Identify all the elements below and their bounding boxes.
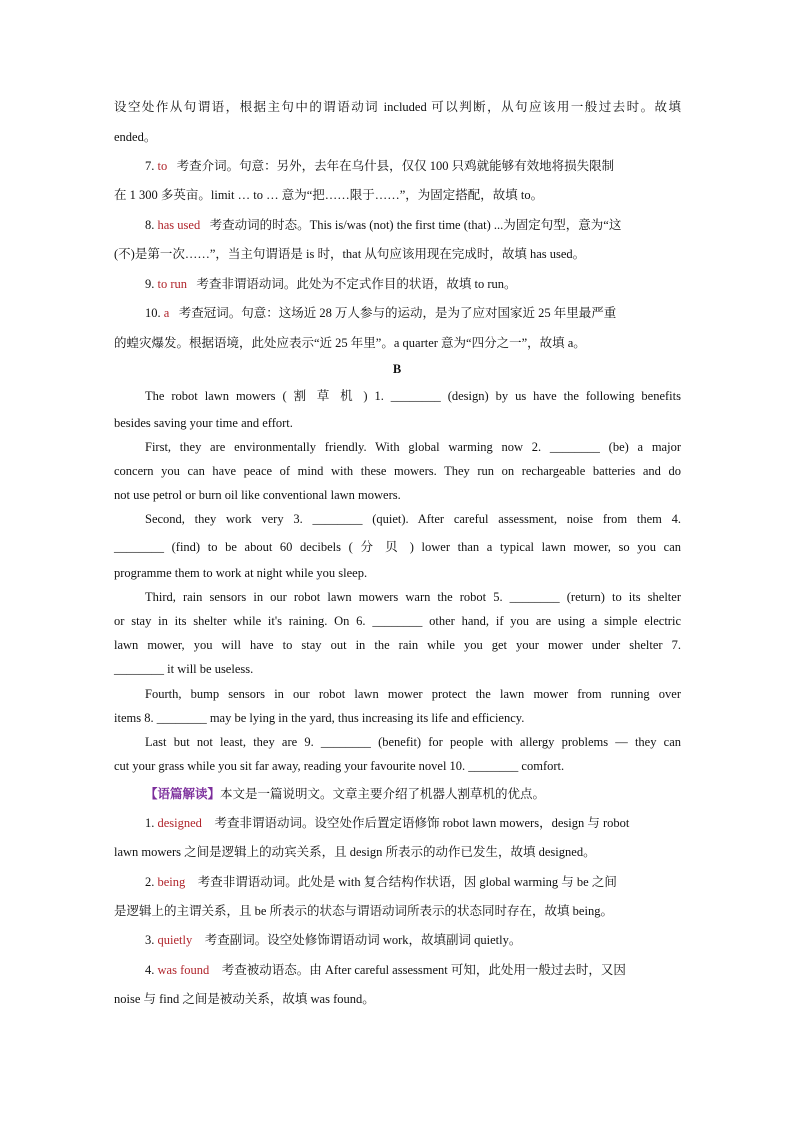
analysis-text: 本文是一篇说明文。文章主要介绍了机器人割草机的优点。 (220, 787, 546, 801)
answer-10-line1 (145, 307, 616, 320)
passage-line: not use petrol or burn oil like conventional lawn mowers. (114, 488, 401, 502)
answer-b1-key: designed (157, 816, 202, 830)
answer-10-key: a (163, 306, 170, 320)
answer-b4-line2: noise 与 find 之间是被动关系，故填 was found。 (114, 992, 375, 1006)
passage-line: besides saving your time and effort. (114, 416, 293, 430)
answer-7-line2: 在 1 300 多英亩。limit … to … 意为“把……限于……”，为固定搭配，故填 to。 (114, 188, 544, 202)
answer-b3-key: quietly (157, 933, 193, 947)
answer-9-number: 9. (145, 277, 155, 291)
passage-line: Last but not least, they are 9. ________ (benefit) for people with allergy problems — they can (145, 735, 681, 749)
answer-b2-line1 (145, 876, 617, 889)
answer-9-key: to run (157, 277, 188, 291)
answer-b3-explanation: 考查副词。设空处修饰谓语动词 work，故填副词 quietly。 (204, 933, 522, 947)
passage-line: concern you can have peace of mind with these mowers. They run on rechargeable batteries and do (114, 464, 681, 478)
section-heading: B (392, 362, 402, 376)
passage-line: programme them to work at night while you sleep. (114, 566, 368, 580)
answer-7-key: to (157, 159, 168, 173)
answer-b2-line2: 是逻辑上的主谓关系，且 be 所表示的状态与谓语动词所表示的状态同时存在，故填 being。 (114, 904, 613, 918)
answer-10-number: 10. (145, 306, 161, 320)
answer-b1-number: 1. (145, 816, 155, 830)
answer-6-explanation-end: ended。 (114, 130, 157, 144)
answer-b1-line2: lawn mowers 之间是逻辑上的动宾关系，且 design 所表示的动作已发生，故填 designed。 (114, 845, 596, 859)
answer-7-number: 7. (145, 159, 155, 173)
passage-line: items 8. ________ may be lying in the yard, thus increasing its life and efficiency. (114, 711, 525, 725)
answer-8-explanation: 考查动词的时态。This is/was (not) the first time (that) ...为固定句型，意为“这 (209, 218, 622, 232)
answer-b4-key: was found (157, 963, 210, 977)
answer-10-explanation: 考查冠词。句意：这场近 28 万人参与的运动，是为了应对国家近 25 年里最严重 (178, 306, 617, 320)
answer-b1-line1 (145, 817, 629, 830)
answer-b2-number: 2. (145, 875, 155, 889)
passage-line: lawn mower, you will have to stay out in the rain while you get your mower under shelter 7. (114, 638, 681, 652)
answer-7-line1 (145, 160, 614, 173)
answer-10-line2: 的蝗灾爆发。根据语境，此处应表示“近 25 年里”。a quarter 意为“四分之一”，故填 a。 (114, 336, 586, 350)
passage-line: ________ (find) to be about 60 decibels ( 分 贝 ) lower than a typical lawn mower, so you can (114, 540, 681, 554)
answer-8-line2: (不)是第一次……”，当主句谓语是 is 时，that 从句应该用现在完成时，故填 has used。 (114, 247, 586, 261)
answer-9-explanation: 考查非谓语动词。此处为不定式作目的状语，故填 to run。 (196, 277, 517, 291)
answer-b4-explanation: 考查被动语态。由 After careful assessment 可知，此处用一般过去时，又因 (221, 963, 626, 977)
analysis-tag: 【语篇解读】 (145, 787, 221, 801)
passage-line: or stay in its shelter while it's raining. On 6. ________ other hand, if you are using a simple electric (114, 614, 681, 628)
answer-b4-number: 4. (145, 963, 155, 977)
answer-8-line1 (145, 219, 621, 232)
answer-b3-line1 (145, 934, 521, 947)
answer-b2-explanation: 考查非谓语动词。此处是 with 复合结构作状语，因 global warming 与 be 之间 (197, 875, 617, 889)
passage-line: ________ it will be useless. (114, 662, 254, 676)
passage-line: cut your grass while you sit far away, reading your favourite novel 10. ________ comfort. (114, 759, 565, 773)
passage-line: The robot lawn mowers ( 割 草 机 ) 1. ________ (design) by us have the following benefits (145, 389, 681, 403)
passage-line: Fourth, bump sensors in our robot lawn mower protect the lawn mower from running over (145, 687, 681, 701)
answer-b1-explanation: 考查非谓语动词。设空处作后置定语修饰 robot lawn mowers，design 与 robot (214, 816, 630, 830)
answer-b3-number: 3. (145, 933, 155, 947)
passage-line: First, they are environmentally friendly. With global warming now 2. ________ (be) a major (145, 440, 681, 454)
answer-8-key: has used (157, 218, 201, 232)
analysis-line (145, 788, 545, 801)
answer-b4-line1 (145, 964, 626, 977)
answer-6-explanation-line: 设空处作从句谓语，根据主句中的谓语动词 included 可以判断，从句应该用一般过去时。故填 (114, 100, 681, 114)
answer-7-explanation: 考查介词。句意：另外，去年在乌什县，仅仅 100 只鸡就能够有效地将损失限制 (176, 159, 615, 173)
passage-line: Third, rain sensors in our robot lawn mowers warn the robot 5. ________ (return) to its shelter (145, 590, 681, 604)
answer-b2-key: being (157, 875, 186, 889)
passage-line: Second, they work very 3. ________ (quiet). After careful assessment, noise from them 4. (145, 512, 681, 526)
answer-8-number: 8. (145, 218, 155, 232)
answer-9-line1 (145, 278, 517, 291)
